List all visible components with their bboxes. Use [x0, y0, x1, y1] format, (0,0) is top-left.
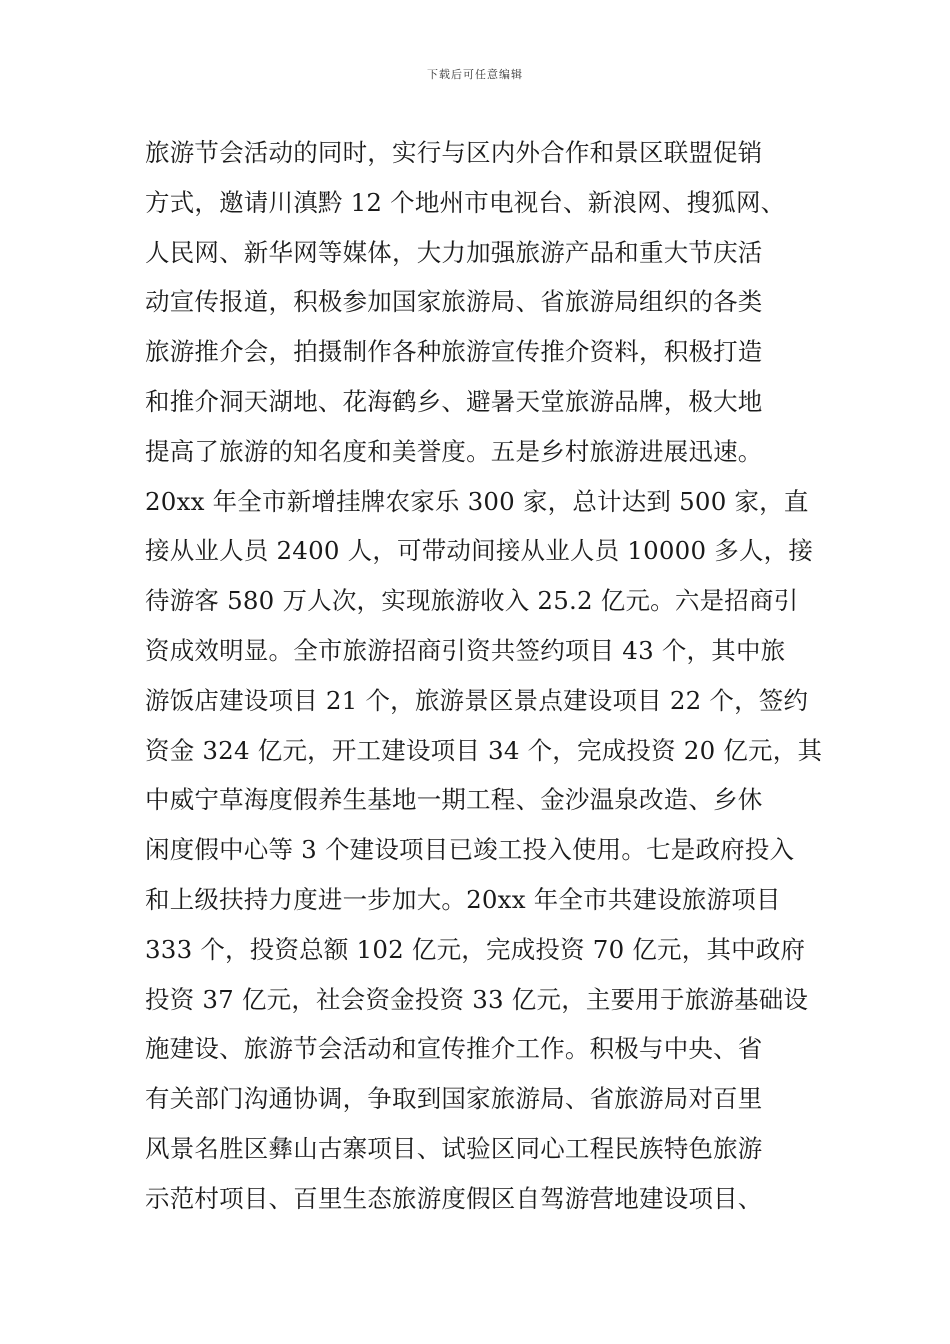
- text-line: 旅游节会活动的同时，实行与区内外合作和景区联盟促销: [145, 138, 763, 167]
- text-line: 闲度假中心等 3 个建设项目已竣工投入使用。七是政府投入: [145, 835, 795, 865]
- text-line: 人民网、新华网等媒体，大力加强旅游产品和重大节庆活: [145, 237, 763, 267]
- text-line: 333 个，投资总额 102 亿元，完成投资 70 亿元，其中政府: [145, 934, 806, 964]
- text-line: 中威宁草海度假养生基地一期工程、金沙温泉改造、乡休: [145, 785, 763, 815]
- text-line: 方式，邀请川滇黔 12 个地州市电视台、新浪网、搜狐网、: [145, 187, 786, 217]
- text-line: 施建设、旅游节会活动和宣传推介工作。积极与中央、省: [145, 1034, 763, 1064]
- text-line: 游饭店建设项目 21 个，旅游景区景点建设项目 22 个，签约: [145, 685, 809, 715]
- text-line: 示范村项目、百里生态旅游度假区自驾游营地建设项目、: [145, 1183, 763, 1213]
- text-line: 接从业人员 2400 人，可带动间接从业人员 10000 多人，接: [145, 536, 814, 566]
- text-line: 动宣传报道，积极参加国家旅游局、省旅游局组织的各类: [145, 287, 763, 317]
- text-line: 投资 37 亿元，社会资金投资 33 亿元，主要用于旅游基础设: [145, 984, 809, 1014]
- text-line: 资金 324 亿元，开工建设项目 34 个，完成投资 20 亿元，其: [145, 735, 823, 765]
- text-line: 风景名胜区彝山古寨项目、试验区同心工程民族特色旅游: [145, 1133, 763, 1163]
- body-paragraph: [145, 128, 835, 1224]
- text-line: 和上级扶持力度进一步加大。20xx 年全市共建设旅游项目: [145, 884, 781, 914]
- text-line: 和推介洞天湖地、花海鹤乡、避暑天堂旅游品牌，极大地: [145, 386, 763, 416]
- text-line: 旅游推介会，拍摄制作各种旅游宣传推介资料，积极打造: [145, 337, 763, 367]
- text-line: 20xx 年全市新增挂牌农家乐 300 家，总计达到 500 家，直: [145, 486, 809, 516]
- page-header-note: 下载后可任意编辑: [427, 68, 523, 81]
- text-line: 待游客 580 万人次，实现旅游收入 25.2 亿元。六是招商引: [145, 586, 799, 616]
- text-line: 资成效明显。全市旅游招商引资共签约项目 43 个，其中旅: [145, 635, 786, 665]
- text-line: 提高了旅游的知名度和美誉度。五是乡村旅游进展迅速。: [145, 436, 763, 466]
- text-line: 有关部门沟通协调，争取到国家旅游局、省旅游局对百里: [145, 1084, 763, 1114]
